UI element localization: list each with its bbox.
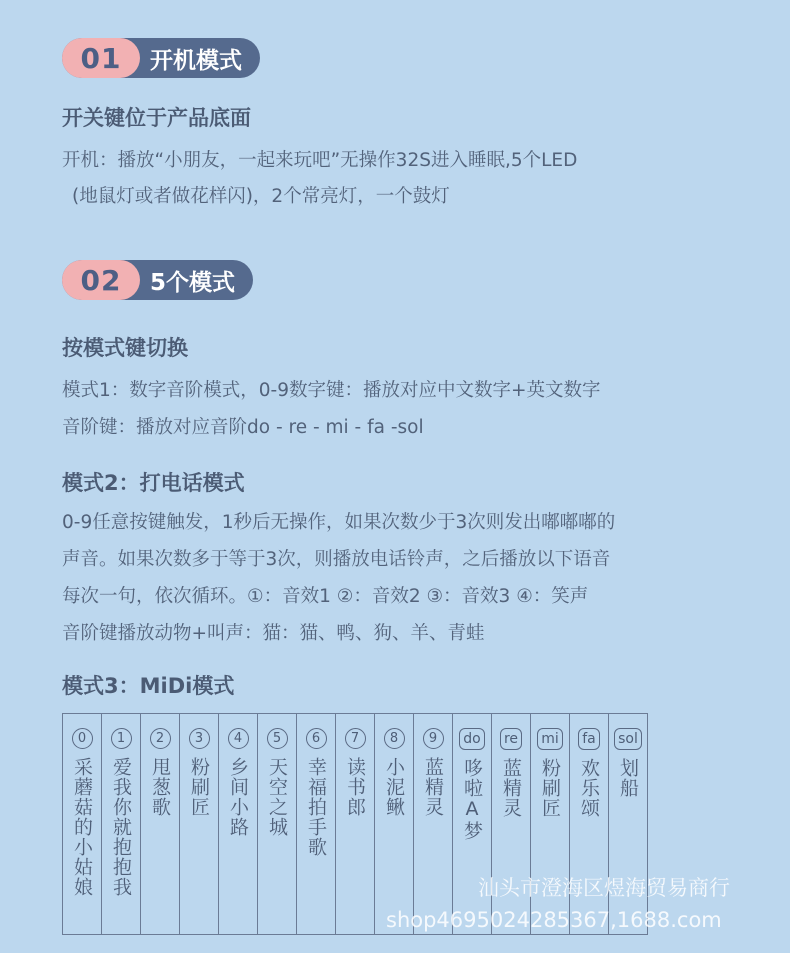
mode-3-heading: 模式3：MiDi模式 — [62, 674, 235, 698]
song-title: 甩葱歌 — [149, 757, 171, 817]
song-cell — [336, 714, 375, 935]
song-key: 3 — [189, 728, 210, 749]
song-title: 蓝精灵 — [500, 758, 522, 818]
song-title: 粉刷匠 — [188, 757, 210, 817]
mode-2-line-1: 0-9任意按键触发，1秒后无操作，如果次数少于3次则发出嘟嘟嘟的 — [62, 512, 616, 533]
song-key: 8 — [384, 728, 405, 749]
mode-1-line-2: 音阶键：播放对应音阶do - re - mi - fa -sol — [62, 417, 424, 438]
song-key: do — [459, 728, 484, 750]
song-key: 1 — [111, 728, 132, 749]
section-1-number: 01 — [62, 38, 140, 78]
section-2-title: 5个模式 — [150, 269, 236, 296]
song-key: 2 — [150, 728, 171, 749]
song-cell — [141, 714, 180, 935]
song-title: 划船 — [617, 758, 639, 798]
song-title: 幸福拍手歌 — [305, 757, 327, 857]
section-1-line-1: 开机：播放“小朋友，一起来玩吧”无操作32S进入睡眠,5个LED — [62, 150, 578, 171]
section-2-badge — [62, 260, 253, 300]
song-key: 4 — [228, 728, 249, 749]
song-key: 6 — [306, 728, 327, 749]
mode-2-heading: 模式2：打电话模式 — [62, 471, 245, 495]
section-1-title: 开机模式 — [150, 47, 242, 74]
song-key: 5 — [267, 728, 288, 749]
section-2-heading: 按模式键切换 — [62, 336, 188, 360]
song-title: 欢乐颂 — [578, 758, 600, 818]
song-key: 7 — [345, 728, 366, 749]
song-title: 蓝精灵 — [422, 757, 444, 817]
section-1-line-2: (地鼠灯或者做花样闪)，2个常亮灯，一个鼓灯 — [72, 186, 450, 207]
song-key: sol — [614, 728, 642, 750]
mode-2-line-2: 声音。如果次数多于等于3次，则播放电话铃声，之后播放以下语音 — [62, 549, 611, 570]
song-title: 天空之城 — [266, 757, 288, 837]
section-2-number: 02 — [62, 260, 140, 300]
song-title: 采蘑菇的小姑娘 — [71, 757, 93, 897]
song-key: 0 — [72, 728, 93, 749]
watermark-url: shop4695024285367,1688.com — [386, 908, 722, 932]
section-1-heading: 开关键位于产品底面 — [62, 106, 251, 130]
song-cell — [63, 714, 102, 935]
song-cell — [297, 714, 336, 935]
section-1-badge — [62, 38, 260, 78]
song-title: 哆啦A梦 — [461, 758, 483, 841]
song-cell — [102, 714, 141, 935]
song-title: 粉刷匠 — [539, 758, 561, 818]
song-key: 9 — [423, 728, 444, 749]
song-cell — [258, 714, 297, 935]
song-cell — [375, 714, 414, 935]
mode-2-line-3: 每次一句，依次循环。①：音效1 ②：音效2 ③：音效3 ④：笑声 — [62, 586, 589, 607]
song-title: 爱我你就抱抱我 — [110, 757, 132, 897]
song-key: mi — [537, 728, 563, 750]
song-cell — [219, 714, 258, 935]
song-cell — [180, 714, 219, 935]
song-key: fa — [578, 728, 600, 750]
song-title: 小泥鳅 — [383, 757, 405, 817]
mode-1-line-1: 模式1：数字音阶模式，0-9数字键：播放对应中文数字+英文数字 — [62, 380, 601, 401]
watermark-shop-name: 汕头市澄海区煜海贸易商行 — [478, 876, 730, 900]
song-title: 乡间小路 — [227, 757, 249, 837]
song-key: re — [500, 728, 522, 750]
song-cell — [414, 714, 453, 935]
song-title: 读书郎 — [344, 757, 366, 817]
mode-2-line-4: 音阶键播放动物+叫声：猫：猫、鸭、狗、羊、青蛙 — [62, 623, 485, 644]
